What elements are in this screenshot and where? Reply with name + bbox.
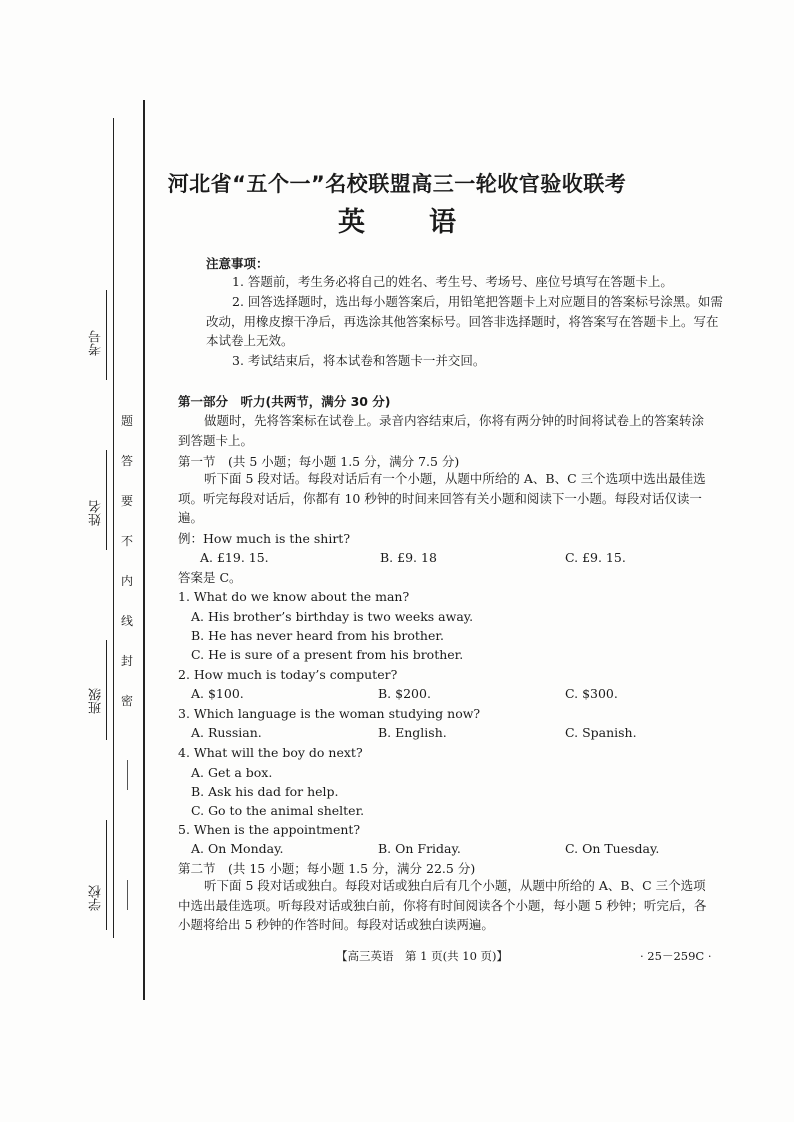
school-field[interactable] (106, 820, 107, 930)
seal-char: 密 (121, 694, 134, 708)
part1-intro: 做题时，先将答案标在试卷上。录音内容结束后，你将有两分钟的时间将试卷上的答案转涂到答题卡上。 (178, 413, 705, 448)
question-2: 2. How much is today’s computer? (178, 667, 398, 682)
seal-char: 内 (121, 574, 134, 588)
question-3: 3. Which language is the woman studying now? (178, 706, 481, 721)
notice-item-3: 3. 考试结束后，将本试卷和答题卡一并交回。 (232, 353, 486, 368)
q2-option-b: B. $200. (378, 686, 431, 701)
binding-line-outer (113, 118, 114, 938)
subject-title (0, 200, 794, 239)
notice-item-2: 2. 回答选择题时，选出每小题答案后，用铅笔把答题卡上对应题目的答案标号涂黑。如需改动，用橡皮擦干净后，再选涂其他答案标号。回答非选择题时，将答案写在答题卡上。写在本试卷上无效。 (206, 294, 723, 348)
q2-option-c: C. $300. (565, 686, 618, 701)
q4-option-b: B. Ask his dad for help. (191, 784, 339, 799)
example-option-c: C. £9. 15. (565, 550, 626, 565)
seal-char: 答 (121, 454, 134, 468)
q5-option-b: B. On Friday. (378, 841, 461, 856)
seal-char: 不 (121, 534, 134, 548)
exam-code: · 25－259C · (640, 949, 712, 963)
q3-option-c: C. Spanish. (565, 725, 637, 740)
seal-char: 要 (121, 494, 134, 508)
notice-item-1: 1. 答题前，考生务必将自己的姓名、考生号、考场号、座位号填写在答题卡上。 (232, 274, 673, 289)
q2-option-a: A. $100. (191, 686, 244, 701)
q5-option-a: A. On Monday. (191, 841, 284, 856)
exam-number-label: 考号 (89, 330, 104, 356)
example-question: 例：How much is the shirt? (178, 531, 351, 546)
seal-char: 题 (121, 414, 134, 428)
school-label: 学校 (89, 885, 104, 911)
q4-option-c: C. Go to the animal shelter. (191, 803, 365, 818)
exam-title: 河北省“五个一”名校联盟高三一轮收官验收联考 (167, 172, 627, 196)
name-label: 姓名 (89, 500, 104, 526)
section1-instructions: 听下面 5 段对话。每段对话后有一个小题，从题中所给的 A、B、C 三个选项中选出最佳选项。听完每段对话后，你都有 10 秒钟的时间来回答有关小题和阅读下一小题。每段对话仅读一遍。 (178, 471, 706, 525)
question-5: 5. When is the appointment? (178, 822, 361, 837)
q1-option-c: C. He is sure of a present from his brother. (191, 647, 464, 662)
class-field[interactable] (106, 640, 107, 740)
section2-instructions: 听下面 5 段对话或独白。每段对话或独白后有几个小题，从题中所给的 A、B、C 三个选项中选出最佳选项。听每段对话或独白前，你将有时间阅读各个小题，每小题 5 秒钟；听完后，各小题将给出 5 秒钟的作答时间。每段对话或独白读两遍。 (178, 878, 707, 932)
page-number: 【高三英语 第 1 页(共 10 页)】 (336, 949, 509, 963)
part1-heading: 第一部分 听力(共两节，满分 30 分) (178, 394, 391, 409)
section1-heading: 第一节 (共 5 小题；每小题 1.5 分，满分 7.5 分) (178, 454, 460, 469)
section2-heading: 第二节 (共 15 小题；每小题 1.5 分，满分 22.5 分) (178, 861, 476, 876)
q4-option-a: A. Get a box. (191, 765, 273, 780)
seal-char: 线 (121, 614, 134, 628)
exam-number-field[interactable] (106, 290, 107, 380)
q1-option-a: A. His brother’s birthday is two weeks away. (191, 609, 474, 624)
q3-option-a: A. Russian. (191, 725, 262, 740)
question-1: 1. What do we know about the man? (178, 589, 410, 604)
example-option-b: B. £9. 18 (380, 550, 437, 565)
name-field[interactable] (106, 450, 107, 550)
q5-option-c: C. On Tuesday. (565, 841, 660, 856)
q3-option-b: B. English. (378, 725, 447, 740)
question-4: 4. What will the boy do next? (178, 745, 363, 760)
seal-dash (127, 760, 128, 790)
subject-char: 语 (429, 207, 456, 238)
q1-option-b: B. He has never heard from his brother. (191, 628, 444, 643)
subject-char: 英 (338, 207, 365, 238)
example-answer: 答案是 C。 (178, 570, 242, 585)
seal-dash (127, 880, 128, 910)
notice-heading: 注意事项： (206, 256, 269, 271)
class-label: 班级 (89, 688, 104, 714)
example-option-a: A. £19. 15. (200, 550, 269, 565)
seal-char: 封 (121, 654, 134, 668)
